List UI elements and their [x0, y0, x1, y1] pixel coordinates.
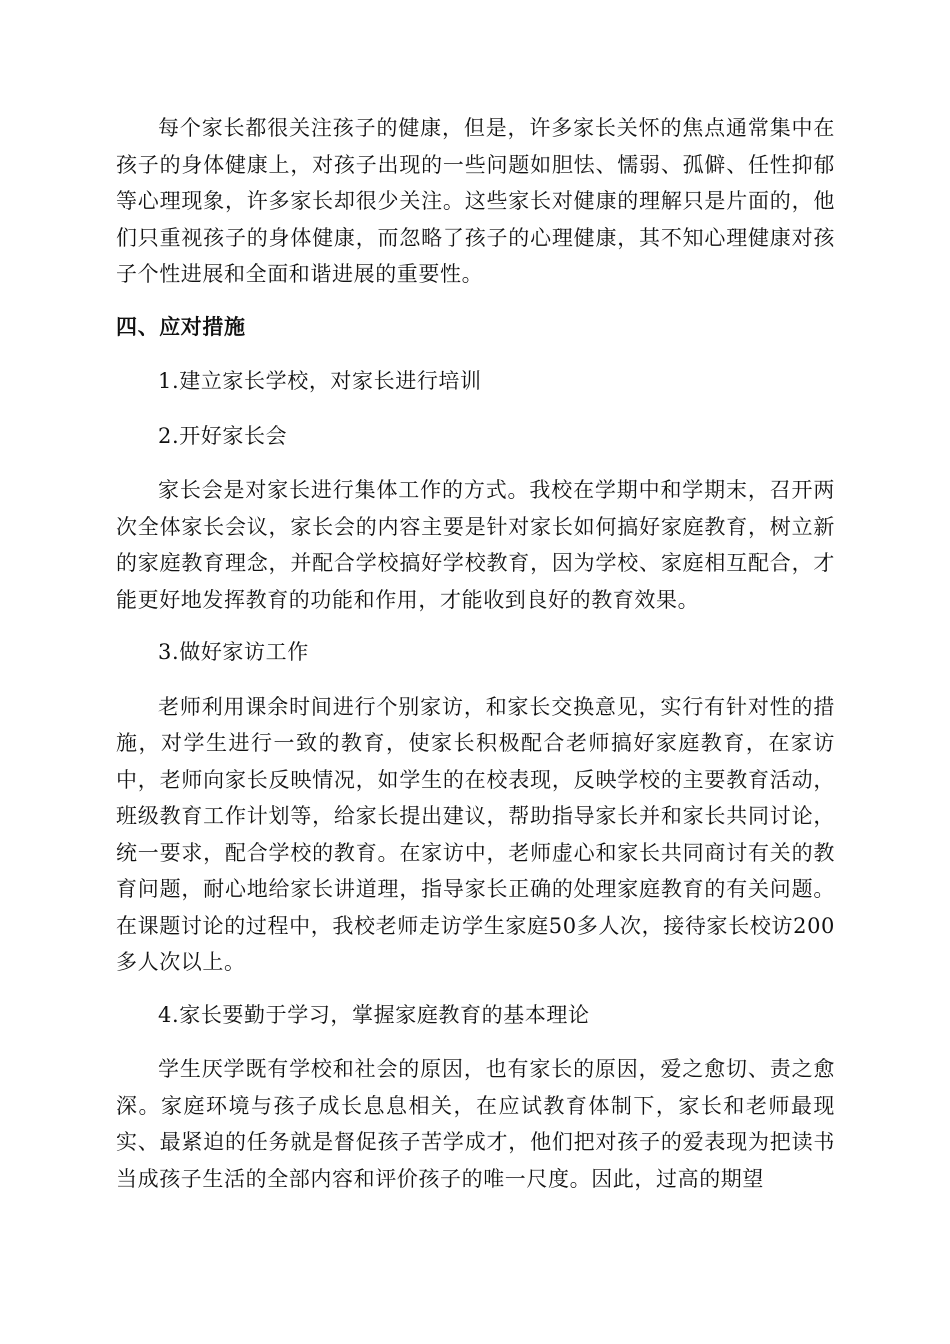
item-4-paragraph: 学生厌学既有学校和社会的原因，也有家长的原因，爱之愈切、责之愈深。家庭环境与孩子成长息息相关，在应试教育体制下，家长和老师最现实、最紧迫的任务就是督促孩子苦学成才，他们把对孩子的爱表现为把读书当成孩子生活的全部内容和评价孩子的唯一尺度。因此，过高的期望	[116, 1057, 835, 1191]
list-item-3: 3.做好家访工作	[158, 640, 309, 664]
list-item-4: 4.家长要勤于学习，掌握家庭教育的基本理论	[158, 1002, 590, 1027]
item-2-paragraph: 家长会是对家长进行集体工作的方式。我校在学期中和学期末，召开两次全体家长会议，家长会的内容主要是针对家长如何搞好家庭教育，树立新的家庭教育理念，并配合学校搞好学校教育，因为学校、家庭相互配合，才能更好地发挥教育的功能和作用，才能收到良好的教育效果。	[116, 478, 835, 612]
list-item-1: 1.建立家长学校，对家长进行培训	[158, 369, 482, 393]
section-heading: 四、应对措施	[116, 313, 246, 339]
intro-paragraph: 每个家长都很关注孩子的健康，但是，许多家长关怀的焦点通常集中在孩子的身体健康上，对孩子出现的一些问题如胆怯、懦弱、孤僻、任性抑郁等心理现象，许多家长却很少关注。这些家长对健康的理解只是片面的，他们只重视孩子的身体健康，而忽略了孩子的心理健康，其不知心理健康对孩子个性进展和全面和谐进展的重要性。	[116, 116, 835, 286]
document-body	[116, 110, 835, 1213]
list-item-2: 2.开好家长会	[158, 423, 288, 448]
item-3-paragraph: 老师利用课余时间进行个别家访，和家长交换意见，实行有针对性的措施，对学生进行一致的教育，使家长积极配合老师搞好家庭教育，在家访中，老师向家长反映情况，如学生的在校表现，反映学校的主要教育活动，班级教育工作计划等，给家长提出建议，帮助指导家长并和家长共同讨论，统一要求，配合学校的教育。在家访中，老师虚心和家长共同商讨有关的教育问题，耐心地给家长讲道理，指导家长正确的处理家庭教育的有关问题。在课题讨论的过程中，我校老师走访学生家庭50多人次，接待家长校访200多人次以上。	[116, 694, 835, 974]
